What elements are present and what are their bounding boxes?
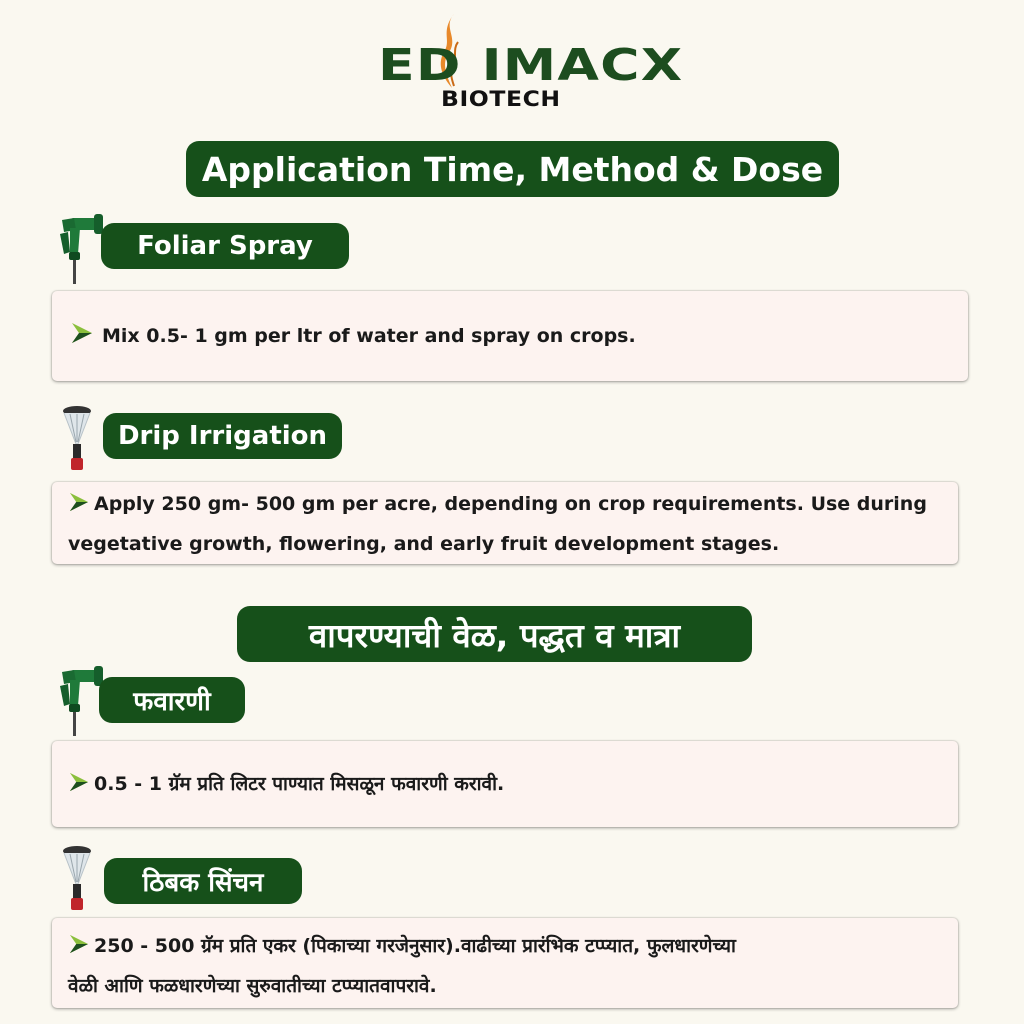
marathi-drip-text-1: 250 - 500 ग्रॅम प्रति एकर (पिकाच्या गरजेनुसार).वाढीच्या प्रारंभिक टप्प्यात, फुलधारणेच्या: [94, 935, 736, 957]
marathi-heading: वापरण्याची वेळ, पद्धत व मात्रा: [237, 606, 752, 662]
drip-irrigation-card: [52, 482, 958, 564]
arrow-bullet-icon: [68, 492, 90, 512]
marathi-drip-card: [52, 918, 958, 1008]
drip-irrigation-title: Drip Irrigation: [103, 413, 342, 459]
arrow-bullet-icon: [68, 772, 90, 792]
spray-gun-icon: [56, 208, 104, 286]
spray-gun-icon: [56, 660, 104, 738]
drip-emitter-icon: [60, 404, 94, 474]
brand-name: ED IMACX: [378, 40, 684, 91]
arrow-bullet-icon: [68, 934, 90, 954]
marathi-foliar-line: [68, 764, 504, 804]
marathi-drip-text-2: वेळी आणि फळधारणेच्या सुरुवातीच्या टप्प्यातवापरावे.: [68, 975, 437, 997]
arrow-bullet-icon: [70, 322, 94, 344]
brand-logo: [0, 10, 1024, 115]
drip-irrigation-line1: [68, 484, 927, 524]
marathi-drip-title: ठिबक सिंचन: [104, 858, 302, 904]
drip-irrigation-text-1: Apply 250 gm- 500 gm per acre, depending on crop requirements. Use during: [94, 493, 927, 515]
drip-irrigation-text-2: vegetative growth, flowering, and early fruit development stages.: [68, 533, 780, 555]
brand-sub: BIOTECH: [441, 87, 561, 111]
marathi-drip-line1: [68, 926, 736, 966]
foliar-spray-title: Foliar Spray: [101, 223, 349, 269]
marathi-foliar-card: [52, 741, 958, 827]
marathi-foliar-text: 0.5 - 1 ग्रॅम प्रति लिटर पाण्यात मिसळून फवारणी करावी.: [94, 773, 505, 795]
marathi-foliar-title: फवारणी: [99, 677, 245, 723]
english-heading: Application Time, Method & Dose: [186, 141, 839, 197]
foliar-spray-line: [70, 316, 636, 356]
foliar-spray-text: Mix 0.5- 1 gm per ltr of water and spray on crops.: [102, 325, 636, 347]
drip-emitter-icon: [60, 844, 94, 914]
foliar-spray-card: [52, 291, 968, 381]
